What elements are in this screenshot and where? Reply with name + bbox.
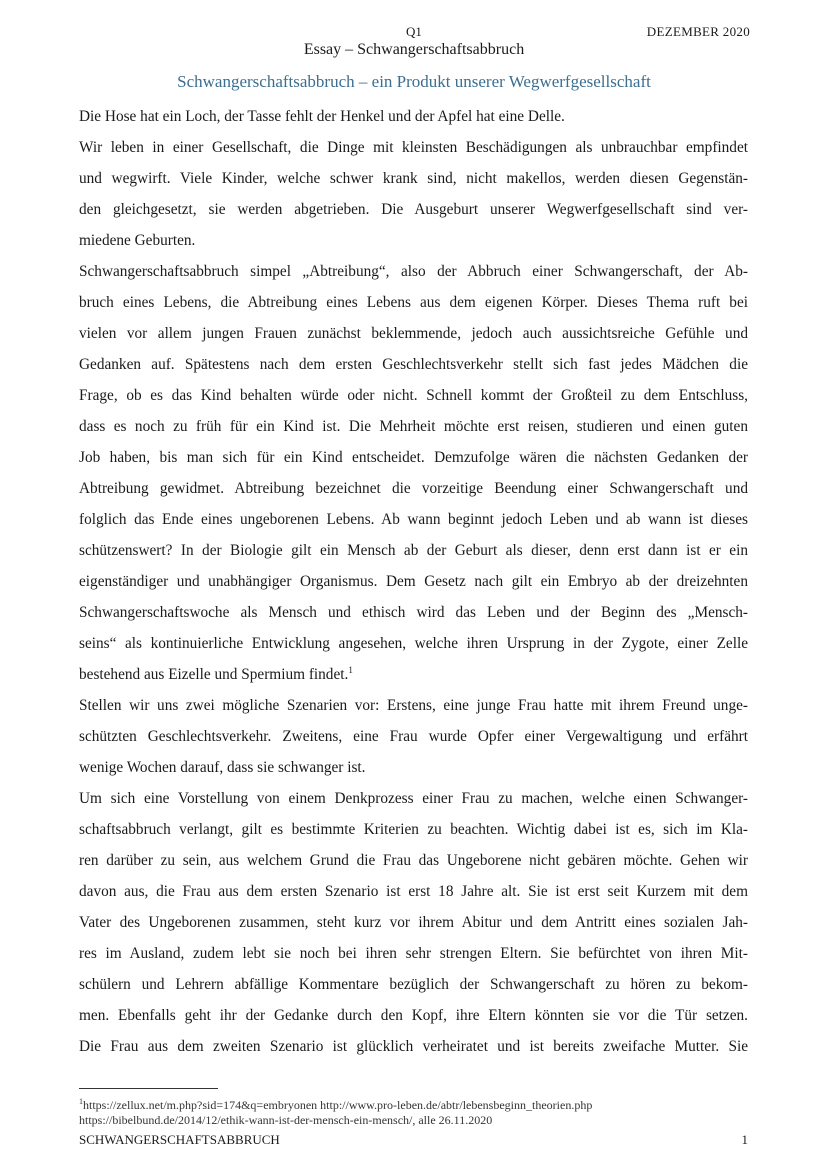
- body-line: Gedanken auf. Spätestens nach dem ersten Geschlechtsverkehr stellt sich fast jedes Mädchen die: [79, 356, 748, 373]
- footnote-divider: [79, 1088, 218, 1089]
- header-date: DEZEMBER 2020: [646, 24, 750, 39]
- body-line-text: bestehend aus Eizelle und Spermium findet.: [79, 666, 349, 683]
- body-line: schülern und Lehrern abfällige Kommentare bezüglich der Schwangerschaft zu hören zu bekom-: [79, 976, 748, 993]
- body-line: den gleichgesetzt, sie werden abgetrieben. Die Ausgeburt unserer Wegwerfgesellschaft sind ver-: [79, 201, 748, 218]
- body-line: Job haben, bis man sich für ein Kind entscheidet. Demzufolge wären die nächsten Gedanken der: [79, 449, 748, 466]
- essay-subtitle: Schwangerschaftsabbruch – ein Produkt unserer Wegwerfgesellschaft: [177, 72, 651, 91]
- body-line: res im Ausland, zudem lebt sie noch bei ihren sehr strengen Eltern. Sie befürchtet von ihren Mit-: [79, 945, 748, 962]
- body-line: Schwangerschaftsabbruch simpel „Abtreibung“, also der Abbruch einer Schwangerschaft, der Ab-: [79, 263, 748, 280]
- header-q1: Q1: [406, 24, 422, 39]
- body-line: dass es noch zu früh für ein Kind ist. Die Mehrheit möchte erst reisen, studieren und einen guten: [79, 418, 748, 435]
- body-line: wenige Wochen darauf, dass sie schwanger ist.: [79, 759, 366, 776]
- footnote-reference[interactable]: 1: [348, 664, 353, 675]
- body-line: miedene Geburten.: [79, 232, 196, 249]
- body-line: Abtreibung gewidmet. Abtreibung bezeichnet die vorzeitige Beendung einer Schwangerschaft und: [79, 480, 748, 497]
- body-line: [79, 659, 748, 690]
- header-title: Essay – Schwangerschaftsabbruch: [303, 41, 525, 58]
- footnote-links[interactable]: https://zellux.net/m.php?sid=174&q=embryonen http://www.pro-leben.de/abtr/lebensbeginn_theorien.php: [83, 1098, 593, 1112]
- body-line: Die Frau aus dem zweiten Szenario ist glücklich verheiratet und ist bereits zweifache Mutter. Sie: [79, 1038, 748, 1055]
- body-line: eigenständiger und unabhängiger Organismus. Dem Gesetz nach gilt ein Embryo ab der dreizehnten: [79, 573, 748, 590]
- body-line: Frage, ob es das Kind behalten würde oder nicht. Schnell kommt der Großteil zu dem Entschluss,: [79, 387, 748, 404]
- body-line: folglich das Ende eines ungeborenen Lebens. Ab wann beginnt jedoch Leben und ab wann ist dieses: [79, 511, 748, 528]
- body-line: schützten Geschlechtsverkehr. Zweitens, eine Frau wurde Opfer einer Vergewaltigung und erfährt: [79, 728, 748, 745]
- body-line: Um sich eine Vorstellung von einem Denkprozess einer Frau zu machen, welche einen Schwanger-: [79, 790, 748, 807]
- body-line: vielen vor allem jungen Frauen zunächst beklemmende, jedoch auch aussichtsreiche Gefühle und: [79, 325, 748, 342]
- page-number: 1: [741, 1132, 748, 1147]
- body-line: ren darüber zu sein, aus welchem Grund die Frau das Ungeborene nicht gebären möchte. Gehen wir: [79, 852, 748, 869]
- body-line: Vater des Ungeborenen zusammen, steht kurz vor ihrem Abitur und dem Antritt eines sozialen Jah-: [79, 914, 748, 931]
- body-line: Stellen wir uns zwei mögliche Szenarien vor: Erstens, eine junge Frau hatte mit ihrem Freund unge-: [79, 697, 748, 714]
- footnote-line-2[interactable]: https://bibelbund.de/2014/12/ethik-wann-ist-der-mensch-ein-mensch/, alle 26.11.2020: [79, 1113, 493, 1127]
- body-line: bruch eines Lebens, die Abtreibung eines Lebens aus dem eigenen Körper. Dieses Thema ruft bei: [79, 294, 748, 311]
- body-line: schaftsabbruch verlangt, gilt es bestimmte Kriterien zu beachten. Wichtig dabei ist es, sich im Kla-: [79, 821, 748, 838]
- footnote-marker: 1: [79, 1097, 83, 1106]
- body-line: seins“ als kontinuierliche Entwicklung angesehen, welche ihren Ursprung in der Zygote, einer Zelle: [79, 635, 748, 652]
- body-line: men. Ebenfalls geht ihr der Gedanke durch den Kopf, ihre Eltern könnten sie vor die Tür setzen.: [79, 1007, 748, 1024]
- body-line: Wir leben in einer Gesellschaft, die Dinge mit kleinsten Beschädigungen als unbrauchbar empfindet: [79, 139, 748, 156]
- essay-body: [79, 101, 748, 1062]
- body-line: davon aus, die Frau aus dem ersten Szenario ist erst 18 Jahre alt. Sie ist erst seit Kurzem mit dem: [79, 883, 748, 900]
- footer-title: SCHWANGERSCHAFTSABBRUCH: [79, 1132, 280, 1147]
- body-line: Die Hose hat ein Loch, der Tasse fehlt der Henkel und der Apfel hat eine Delle.: [79, 108, 565, 125]
- footnote-line-1: [79, 1098, 592, 1113]
- body-line: schützenswert? In der Biologie gilt ein Mensch ab der Geburt als dieser, denn erst dann ist er ein: [79, 542, 748, 559]
- body-line: Schwangerschaftswoche als Mensch und ethisch wird das Leben und der Beginn des „Mensch-: [79, 604, 748, 621]
- body-line: und wegwirft. Viele Kinder, welche schwer krank sind, nicht makellos, werden diesen Gegenstän-: [79, 170, 748, 187]
